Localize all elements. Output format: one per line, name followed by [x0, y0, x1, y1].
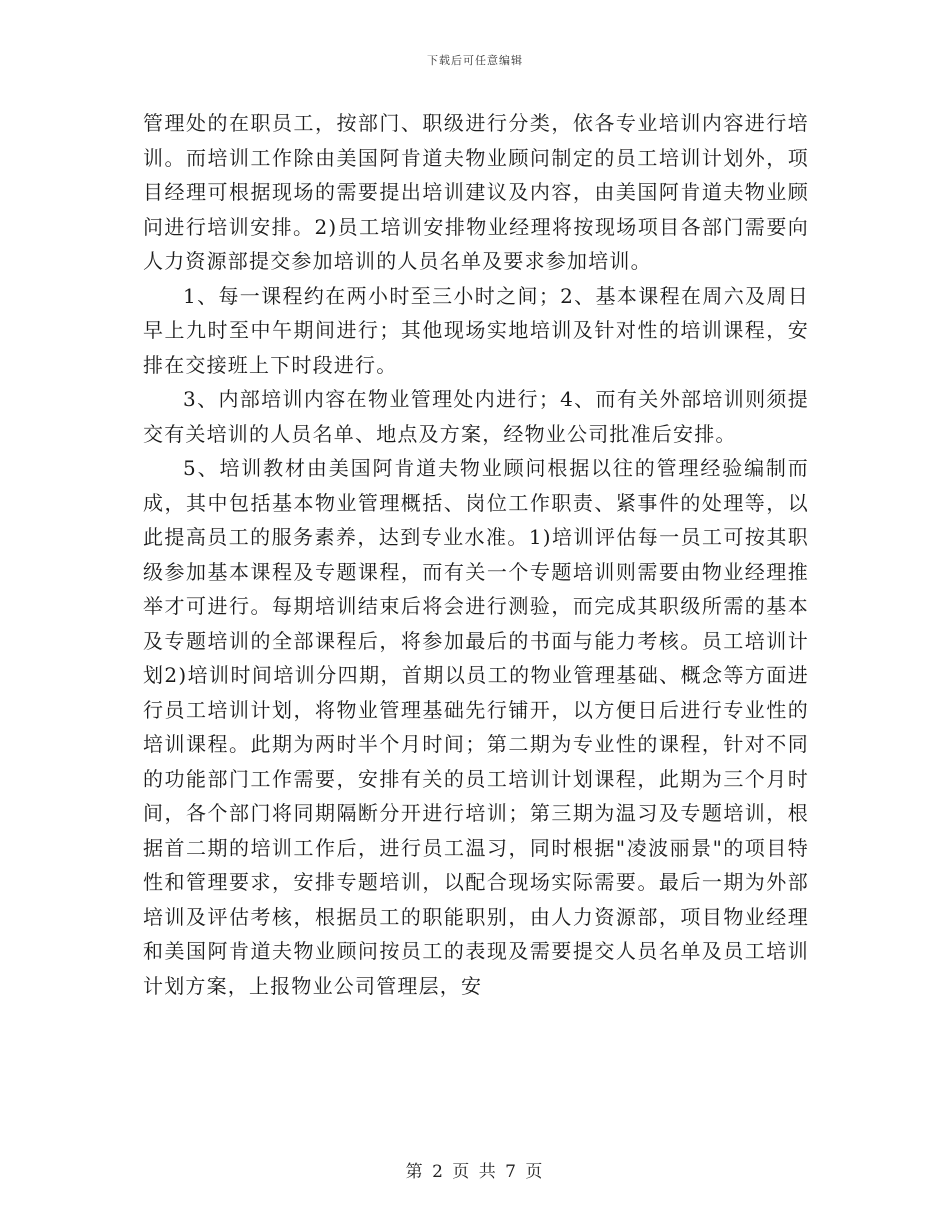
page-header: 下载后可任意编辑: [427, 54, 523, 67]
paragraph-training-location: 3、内部培训内容在物业管理处内进行；4、而有关外部培训则须提交有关培训的人员名单、地点及方案，经物业公司批准后安排。: [143, 387, 809, 446]
page-number-footer: 第 2 页 共 7 页: [405, 1162, 545, 1182]
paragraph-course-schedule: 1、每一课程约在两小时至三小时之间；2、基本课程在周六及周日早上九时至中午期间进行；其他现场实地培训及针对性的培训课程，安排在交接班上下时段进行。: [143, 283, 809, 377]
paragraph-continuation: 管理处的在职员工，按部门、职级进行分类，依各专业培训内容进行培训。而培训工作除由美国阿肯道夫物业顾问制定的员工培训计划外，项目经理可根据现场的需要提出培训建议及内容，由美国阿肯道夫物业顾问进行培训安排。2)员工培训安排物业经理将按现场项目各部门需要向人力资源部提交参加培训的人员名单及要求参加培训。: [143, 111, 809, 273]
paragraph-training-materials: 5、培训教材由美国阿肯道夫物业顾问根据以往的管理经验编制而成，其中包括基本物业管理概括、岗位工作职责、紧事件的处理等，以此提高员工的服务素养，达到专业水准。1)培训评估每一员工可按其职级参加基本课程及专题课程，而有关一个专题培训则需要由物业经理推举才可进行。每期培训结束后将会进行测验，而完成其职级所需的基本及专题培训的全部课程后，将参加最后的书面与能力考核。员工培训计划2)培训时间培训分四期，首期以员工的物业管理基础、概念等方面进行员工培训计划，将物业管理基础先行铺开，以方便日后进行专业性的培训课程。此期为两时半个月时间；第二期为专业性的课程，针对不同的功能部门工作需要，安排有关的员工培训计划课程，此期为三个月时间，各个部门将同期隔断分开进行培训；第三期为温习及专题培训，根据首二期的培训工作后，进行员工温习，同时根据"凌波丽景"的项目特性和管理要求，安排专题培训，以配合现场实际需要。最后一期为外部培训及评估考核，根据员工的职能职别，由人力资源部，项目物业经理和美国阿肯道夫物业顾问按员工的表现及需要提交人员名单及员工培训计划方案，上报物业公司管理层，安: [143, 456, 809, 998]
document-body: [143, 106, 809, 1003]
